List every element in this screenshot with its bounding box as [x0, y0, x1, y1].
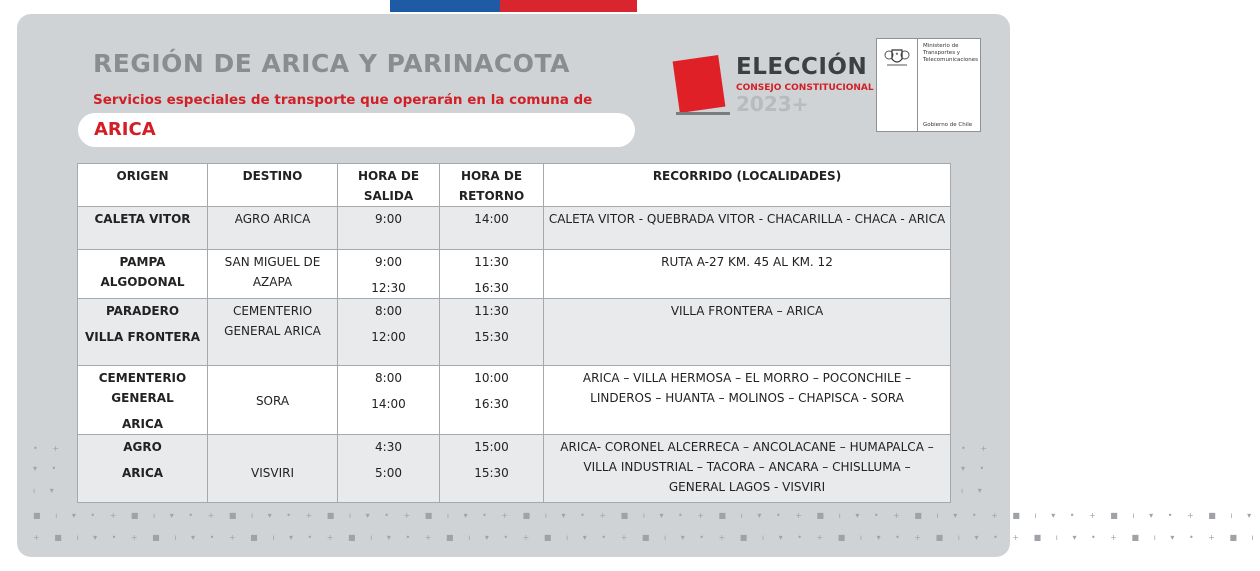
- decorative-pattern: ı ▾: [33, 486, 60, 495]
- cell-return: 15:00 15:30: [440, 435, 544, 503]
- coat-of-arms-icon: [883, 45, 911, 69]
- decorative-pattern: ■ ı ▾ • + ■ ı ▾ • + ■ ı ▾ • + ■ ı ▾ • + ■ ı ▾ • + ■ ı ▾ • + ■ ı ▾ • + ■ ı ▾ • + ■ ı ▾ • + ■ ı ▾ • + ■ ı ▾ • + ■ ı ▾ • + ■ ı ▾: [33, 511, 1258, 520]
- cell-destination: SORA: [208, 366, 338, 435]
- cell-departure: 8:00 12:00: [338, 299, 440, 366]
- cell-return: 14:00: [440, 207, 544, 250]
- subtitle: Servicios especiales de transporte que operarán en la comuna de: [93, 92, 593, 108]
- election-logo: [676, 52, 874, 122]
- logo-subtitle: CONSEJO CONSTITUCIONAL: [736, 83, 874, 93]
- commune-name: ARICA: [94, 119, 156, 140]
- column-header-origin: ORIGEN: [78, 164, 208, 207]
- cell-route: CALETA VITOR - QUEBRADA VITOR - CHACARILLA - CHACA - ARICA: [544, 207, 951, 250]
- commune-pill: [78, 113, 635, 147]
- flag-stripe-blue: [390, 0, 500, 12]
- table-row: [78, 366, 951, 435]
- cell-departure: 9:00: [338, 207, 440, 250]
- column-header-route: RECORRIDO (LOCALIDADES): [544, 164, 951, 207]
- decorative-pattern: • +: [33, 444, 65, 453]
- region-title: REGIÓN DE ARICA Y PARINACOTA: [93, 49, 570, 78]
- ministry-logo-box: [876, 38, 981, 132]
- table-header-row: [78, 164, 951, 207]
- cell-origin: AGRO ARICA: [78, 435, 208, 503]
- cell-origin: CALETA VITOR: [78, 207, 208, 250]
- decorative-pattern: ▾ •: [33, 464, 63, 473]
- ballot-icon: [673, 55, 726, 113]
- cell-departure: 8:00 14:00: [338, 366, 440, 435]
- cell-destination: SAN MIGUEL DE AZAPA: [208, 250, 338, 299]
- column-header-return: HORA DE RETORNO: [440, 164, 544, 207]
- cell-departure: 9:00 12:30: [338, 250, 440, 299]
- cell-destination: CEMENTERIO GENERAL ARICA: [208, 299, 338, 366]
- transport-schedule-table: [77, 163, 951, 503]
- table-row: [78, 435, 951, 503]
- decorative-pattern: • +: [961, 444, 993, 453]
- cell-route: ARICA- CORONEL ALCERRECA – ANCOLACANE – HUMAPALCA – VILLA INDUSTRIAL – TACORA – ANCARA – CHISLLUMA – GENERAL LAGOS - VISVIRI: [544, 435, 951, 503]
- decorative-pattern: + ■ ı ▾ • + ■ ı ▾ • + ■ ı ▾ • + ■ ı ▾ • + ■ ı ▾ • + ■ ı ▾ • + ■ ı ▾ • + ■ ı ▾ • + ■ ı ▾ • + ■ ı ▾ • + ■ ı ▾ • + ■ ı ▾ • + ■ ı: [33, 533, 1260, 542]
- cell-route: RUTA A-27 KM. 45 AL KM. 12: [544, 250, 951, 299]
- ministry-divider: [917, 39, 918, 131]
- ballot-stand: [676, 112, 730, 115]
- cell-route: VILLA FRONTERA – ARICA: [544, 299, 951, 366]
- logo-title: ELECCIÓN: [736, 54, 868, 80]
- government-label: Gobierno de Chile: [923, 122, 973, 128]
- table-row: [78, 299, 951, 366]
- cell-origin: PAMPA ALGODONAL: [78, 250, 208, 299]
- cell-origin: CEMENTERIO GENERAL ARICA: [78, 366, 208, 435]
- cell-departure: 4:30 5:00: [338, 435, 440, 503]
- logo-year: 2023+: [736, 92, 809, 116]
- decorative-pattern: ▾ •: [961, 464, 991, 473]
- cell-destination: VISVIRI: [208, 435, 338, 503]
- decorative-pattern: ı ▾: [961, 486, 988, 495]
- cell-origin: PARADERO VILLA FRONTERA: [78, 299, 208, 366]
- cell-return: 11:30 16:30: [440, 250, 544, 299]
- cell-return: 10:00 16:30: [440, 366, 544, 435]
- table-row: [78, 250, 951, 299]
- ministry-name: Ministerio de Transportes y Telecomunicaciones: [923, 43, 979, 63]
- table-row: [78, 207, 951, 250]
- cell-return: 11:30 15:30: [440, 299, 544, 366]
- cell-route: ARICA – VILLA HERMOSA – EL MORRO – POCONCHILE – LINDEROS – HUANTA – MOLINOS – CHAPISCA - SORA: [544, 366, 951, 435]
- cell-destination: AGRO ARICA: [208, 207, 338, 250]
- flag-stripe-red: [500, 0, 637, 12]
- column-header-departure: HORA DE SALIDA: [338, 164, 440, 207]
- column-header-destination: DESTINO: [208, 164, 338, 207]
